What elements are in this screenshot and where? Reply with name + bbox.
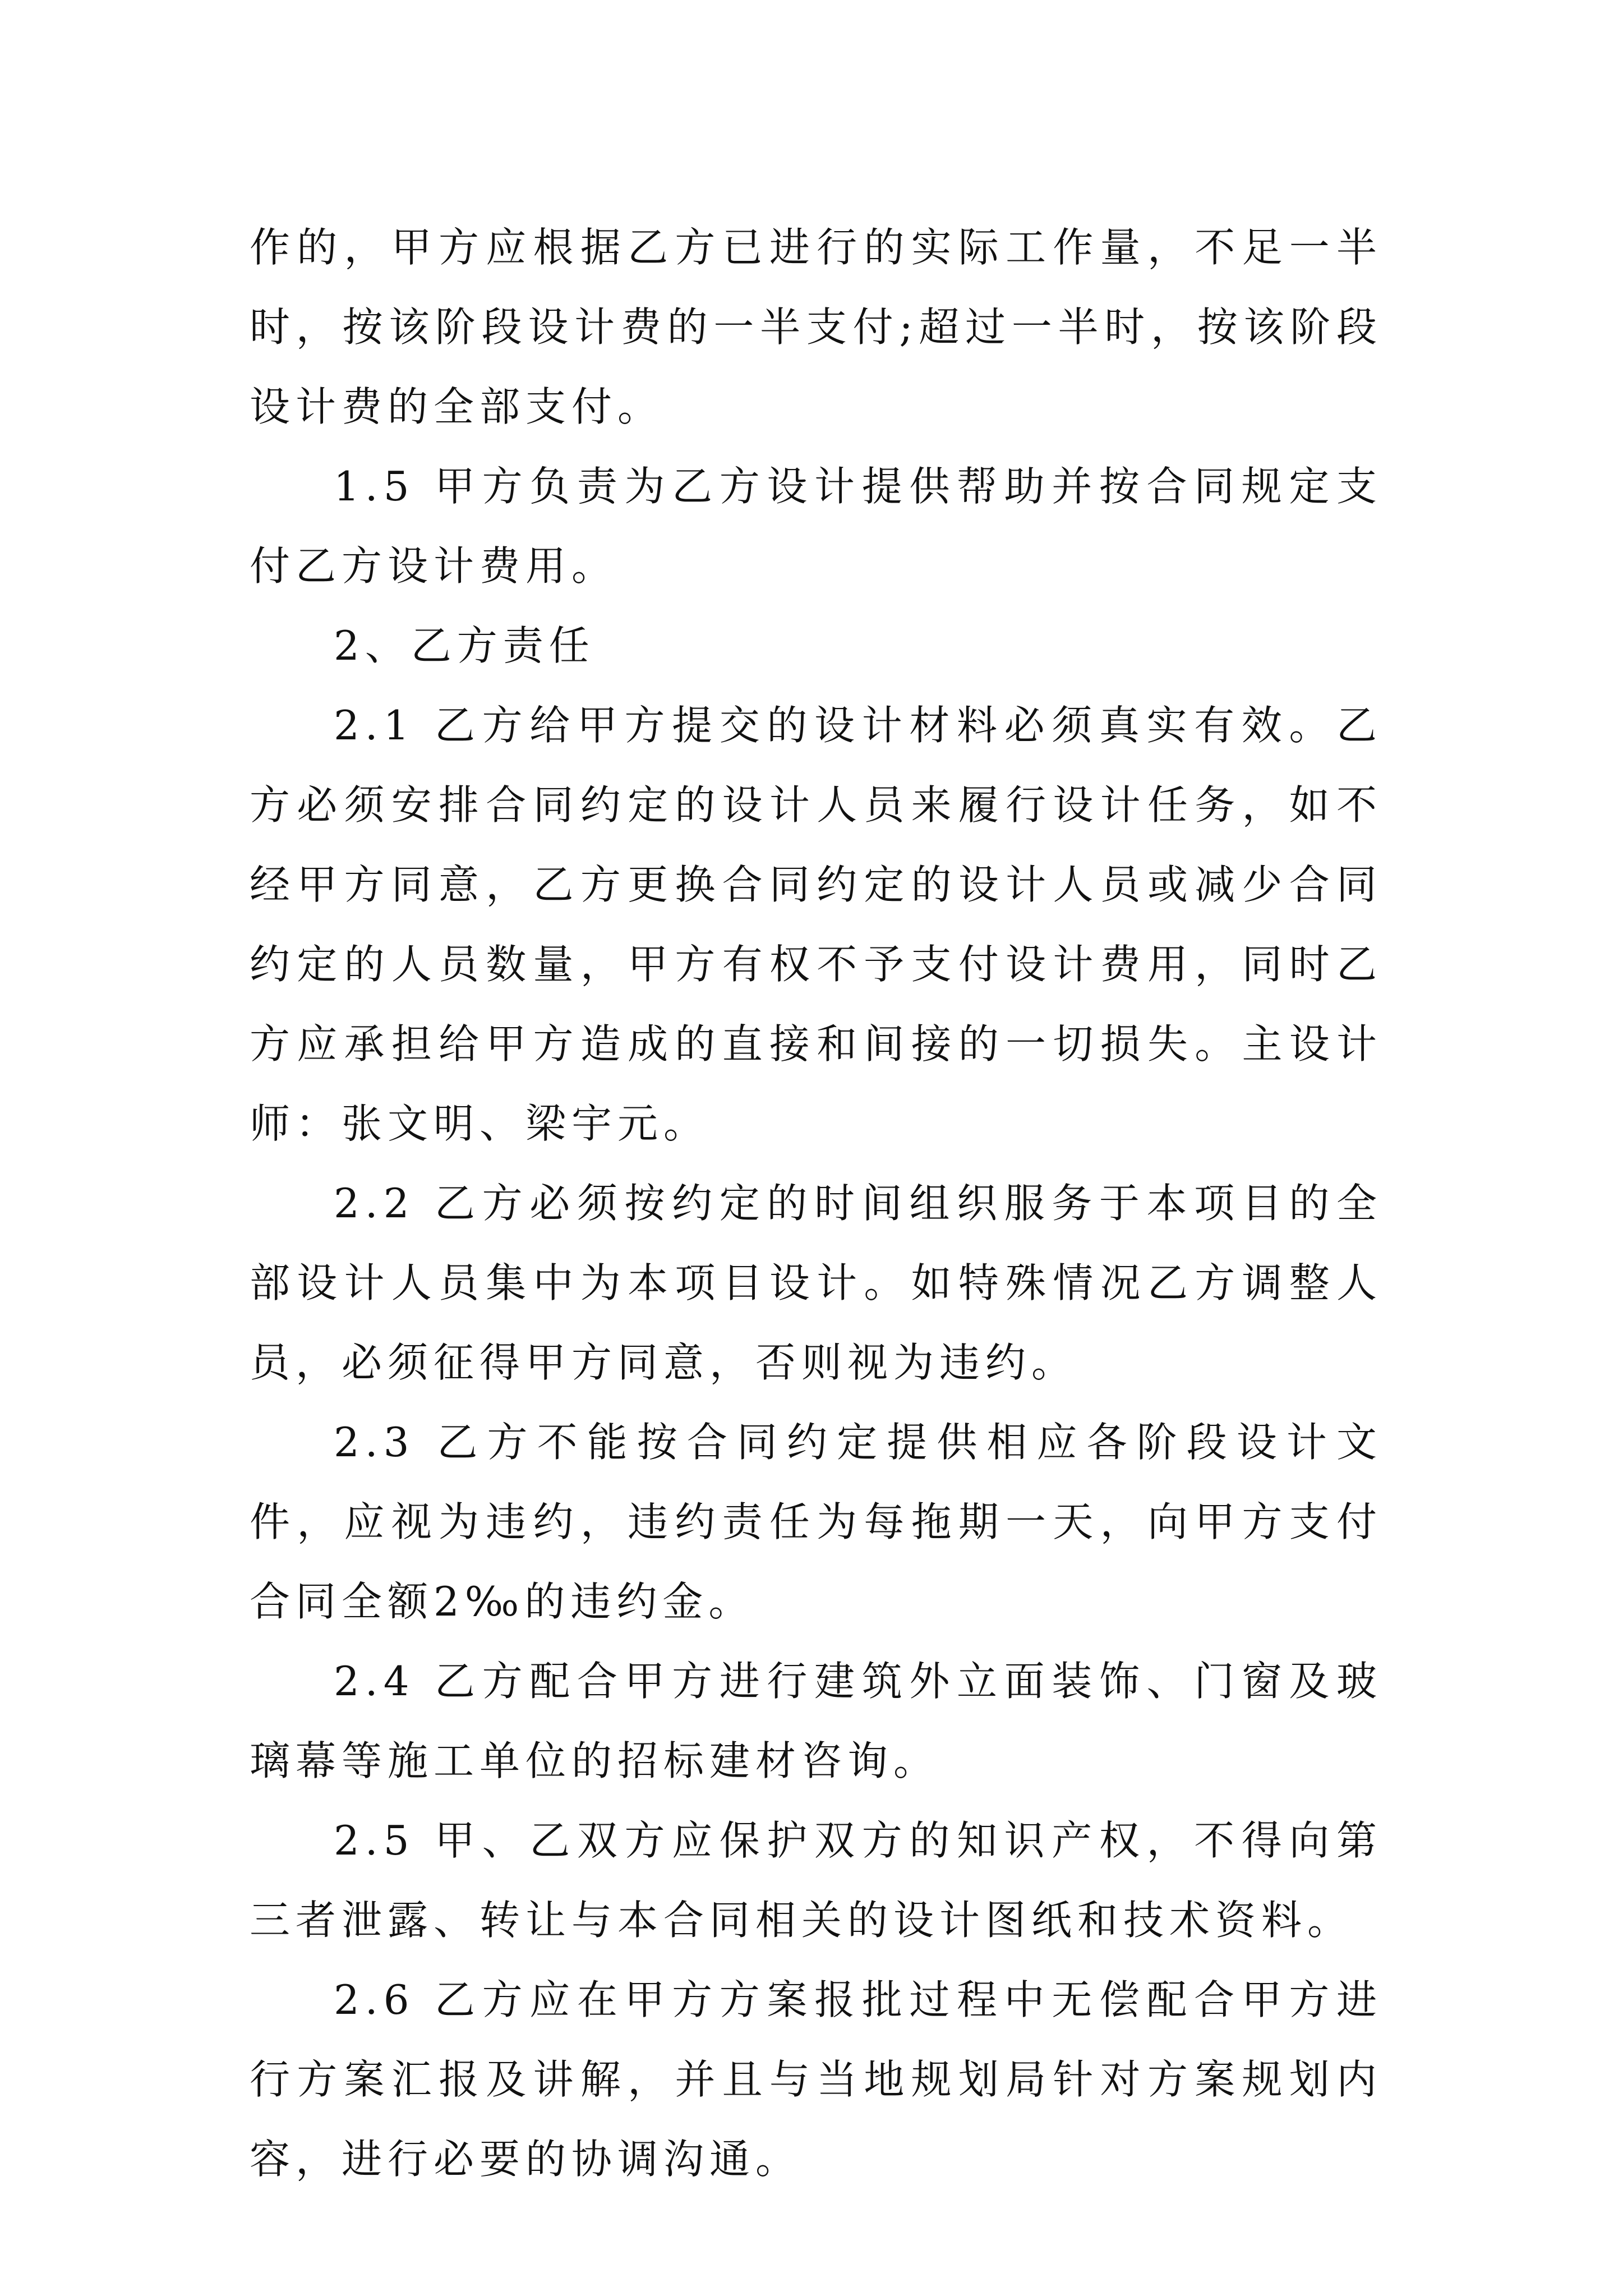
paragraph-clause-2-3: 2.3 乙方不能按合同约定提供相应各阶段设计文件，应视为违约，违约责任为每拖期一天，向甲方支付合同全额2‰的违约金。 — [250, 1419, 1382, 1625]
paragraph-clause-2-5: 2.5 甲、乙双方应保护双方的知识产权，不得向第三者泄露、转让与本合同相关的设计图纸和技术资料。 — [250, 1817, 1382, 1944]
paragraph-clause-2-2: 2.2 乙方必须按约定的时间组织服务于本项目的全部设计人员集中为本项目设计。如特殊情况乙方调整人员，必须征得甲方同意，否则视为违约。 — [250, 1180, 1382, 1386]
document-body — [250, 208, 1382, 2199]
section-heading-party-b-duties: 2、乙方责任 — [334, 622, 595, 669]
paragraph-continuation: 作的，甲方应根据乙方已进行的实际工作量，不足一半时，按该阶段设计费的一半支付;超过一半时，按该阶段设计费的全部支付。 — [250, 224, 1382, 430]
paragraph-clause-2-1: 2.1 乙方给甲方提交的设计材料必须真实有效。乙方必须安排合同约定的设计人员来履行设计任务，如不经甲方同意，乙方更换合同约定的设计人员或减少合同约定的人员数量，甲方有权不予支付设计费用，同时乙方应承担给甲方造成的直接和间接的一切损失。主设计师：张文明、梁宇元。 — [250, 702, 1382, 1147]
paragraph-clause-2-4: 2.4 乙方配合甲方进行建筑外立面装饰、门窗及玻璃幕等施工单位的招标建材咨询。 — [250, 1658, 1382, 1784]
paragraph-clause-2-6: 2.6 乙方应在甲方方案报批过程中无偿配合甲方进行方案汇报及讲解，并且与当地规划局针对方案规划内容，进行必要的协调沟通。 — [250, 1976, 1382, 2183]
paragraph-clause-1-5: 1.5 甲方负责为乙方设计提供帮助并按合同规定支付乙方设计费用。 — [250, 463, 1382, 590]
